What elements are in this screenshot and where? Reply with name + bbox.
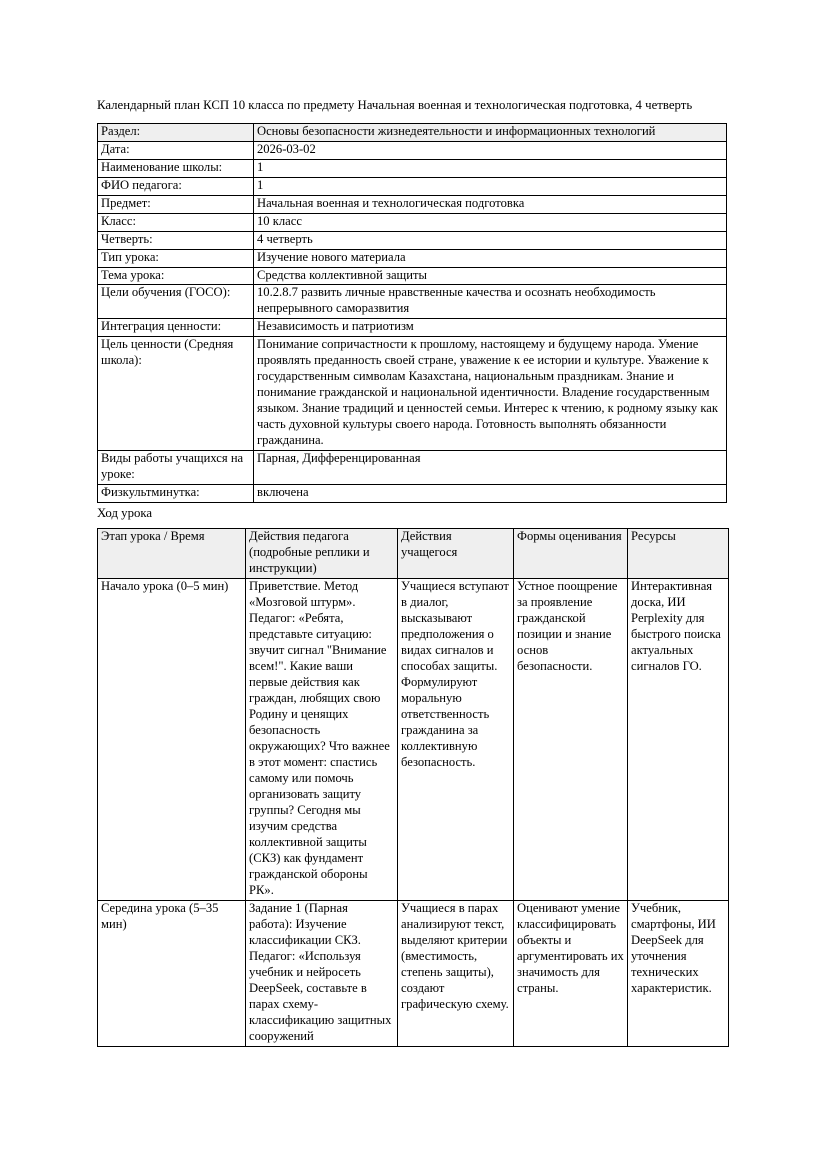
table-row xyxy=(98,900,729,1046)
meta-label: Тема урока: xyxy=(98,267,254,285)
table-row xyxy=(98,195,727,213)
column-header-teacher-actions: Действия педагога (подробные реплики и инструкции) xyxy=(246,529,398,579)
teacher-actions-cell: Приветствие. Метод «Мозговой штурм». Педагог: «Ребята, представьте ситуацию: звучит сигнал "Внимание всем!". Какие ваши первые действия как граждан, любящих свою Родину и ценящих безопасность окружающих? Что важнее в этот момент: спастись самому или помочь организовать защиту группы? Сегодня мы изучим средства коллективной защиты (СКЗ) как фундамент гражданской обороны РК». xyxy=(246,579,398,901)
meta-value: 1 xyxy=(254,159,727,177)
meta-value: 10 класс xyxy=(254,213,727,231)
meta-value: Парная, Дифференцированная xyxy=(254,451,727,485)
meta-label: ФИО педагога: xyxy=(98,177,254,195)
resources-cell: Интерактивная доска, ИИ Perplexity для быстрого поиска актуальных сигналов ГО. xyxy=(628,579,729,901)
meta-label: Четверть: xyxy=(98,231,254,249)
meta-label: Раздел: xyxy=(98,123,254,141)
meta-value: Начальная военная и технологическая подготовка xyxy=(254,195,727,213)
stage-cell: Середина урока (5–35 мин) xyxy=(98,900,246,1046)
table-row xyxy=(98,285,727,319)
table-row xyxy=(98,141,727,159)
meta-label: Виды работы учащихся на уроке: xyxy=(98,451,254,485)
table-row xyxy=(98,213,727,231)
table-row xyxy=(98,159,727,177)
meta-label: Цель ценности (Средняя школа): xyxy=(98,337,254,451)
table-row xyxy=(98,579,729,901)
page-title: Календарный план КСП 10 класса по предмету Начальная военная и технологическая подготовка, 4 четверть xyxy=(97,98,693,112)
meta-label: Предмет: xyxy=(98,195,254,213)
table-row xyxy=(98,177,727,195)
assessment-cell: Оценивают умение классифицировать объекты и аргументировать их значимость для страны. xyxy=(514,900,628,1046)
meta-value: 4 четверть xyxy=(254,231,727,249)
table-row xyxy=(98,249,727,267)
column-header-stage: Этап урока / Время xyxy=(98,529,246,579)
meta-value: 1 xyxy=(254,177,727,195)
resources-cell: Учебник, смартфоны, ИИ DeepSeek для уточнения технических характеристик. xyxy=(628,900,729,1046)
student-actions-cell: Учащиеся вступают в диалог, высказывают предположения о видах сигналов и способах защиты. Формулируют моральную ответственность гражданина за коллективную безопасность. xyxy=(398,579,514,901)
table-row xyxy=(98,337,727,451)
meta-value: Основы безопасности жизнедеятельности и информационных технологий xyxy=(254,123,727,141)
table-row xyxy=(98,485,727,503)
meta-value: включена xyxy=(254,485,727,503)
column-header-assessment: Формы оценивания xyxy=(514,529,628,579)
meta-label: Наименование школы: xyxy=(98,159,254,177)
student-actions-cell: Учащиеся в парах анализируют текст, выделяют критерии (вместимость, степень защиты), создают графическую схему. xyxy=(398,900,514,1046)
meta-label: Тип урока: xyxy=(98,249,254,267)
lesson-meta-table xyxy=(97,123,727,504)
flow-header-row xyxy=(98,529,729,579)
teacher-actions-cell: Задание 1 (Парная работа): Изучение классификации СКЗ. Педагог: «Используя учебник и нейросеть DeepSeek, составьте в парах схему-классификацию защитных сооружений xyxy=(246,900,398,1046)
lesson-flow-table xyxy=(97,528,729,1047)
meta-label: Дата: xyxy=(98,141,254,159)
table-row xyxy=(98,451,727,485)
meta-value: 2026-03-02 xyxy=(254,141,727,159)
column-header-student-actions: Действия учащегося xyxy=(398,529,514,579)
meta-label: Класс: xyxy=(98,213,254,231)
table-row xyxy=(98,267,727,285)
table-row xyxy=(98,319,727,337)
meta-value: 10.2.8.7 развить личные нравственные качества и осознать необходимость непрерывного саморазвития xyxy=(254,285,727,319)
column-header-resources: Ресурсы xyxy=(628,529,729,579)
meta-value: Независимость и патриотизм xyxy=(254,319,727,337)
meta-value: Понимание сопричастности к прошлому, настоящему и будущему народа. Умение проявлять преданность своей стране, уважение к ее истории и культуре. Уважение к государственным символам Казахстана, национальным праздникам. Знание и понимание гражданской и национальной идентичности. Владение государственным языком. Знание традиций и ценностей семьи. Интерес к чтению, к родному языку как часть духовной культуры своего народа. Готовность выполнять обязанности гражданина. xyxy=(254,337,727,451)
meta-value: Изучение нового материала xyxy=(254,249,727,267)
table-row xyxy=(98,123,727,141)
meta-label: Физкультминутка: xyxy=(98,485,254,503)
meta-value: Средства коллективной защиты xyxy=(254,267,727,285)
meta-label: Интеграция ценности: xyxy=(98,319,254,337)
section-heading-lesson-flow: Ход урока xyxy=(97,506,153,521)
meta-label: Цели обучения (ГОСО): xyxy=(98,285,254,319)
assessment-cell: Устное поощрение за проявление гражданской позиции и знание основ безопасности. xyxy=(514,579,628,901)
stage-cell: Начало урока (0–5 мин) xyxy=(98,579,246,901)
table-row xyxy=(98,231,727,249)
